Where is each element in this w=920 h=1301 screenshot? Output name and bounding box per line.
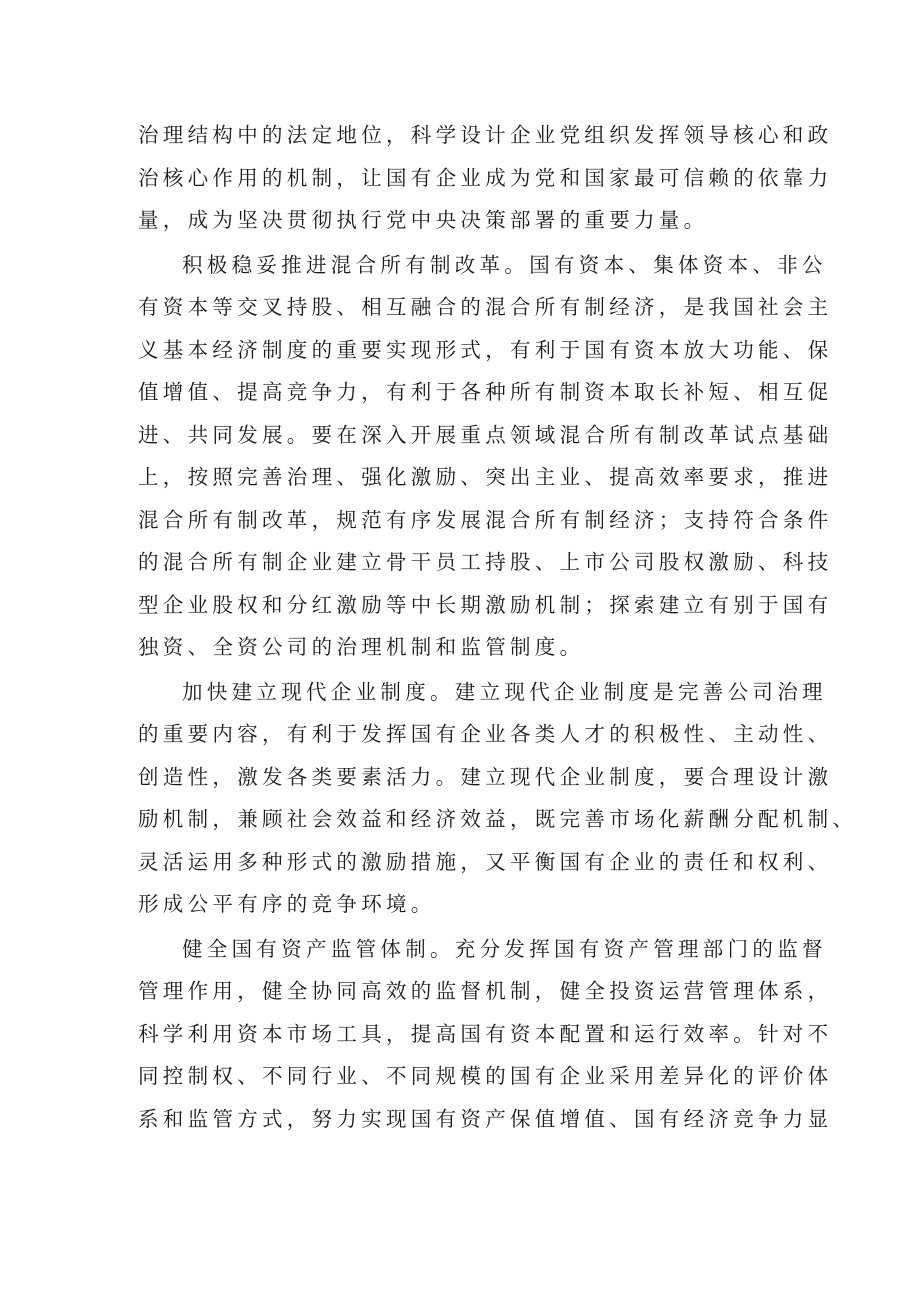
paragraph-line: 义基本经济制度的重要实现形式，有利于国有资本放大功能、保 xyxy=(138,337,833,362)
paragraph-line: 励机制，兼顾社会效益和经济效益，既完善市场化薪酬分配机制、 xyxy=(138,807,858,831)
paragraph-line: 治理结构中的法定地位，科学设计企业党组织发挥领导核心和政 xyxy=(138,123,833,147)
paragraph-line: 的重要内容，有利于发挥国有企业各类人才的积极性、主动性、 xyxy=(138,722,833,746)
paragraph-line: 治核心作用的机制，让国有企业成为党和国家最可信赖的依靠力 xyxy=(138,165,833,190)
paragraph-line: 量，成为坚决贯彻执行党中央决策部署的重要力量。 xyxy=(138,208,709,232)
paragraph-line: 值增值、提高竞争力，有利于各种所有制资本取长补短、相互促 xyxy=(138,380,833,404)
paragraph-line: 系和监管方式，努力实现国有资产保值增值、国有经济竞争力显 xyxy=(138,1106,833,1131)
paragraph-line: 灵活运用多种形式的激励措施，又平衡国有企业的责任和权利、 xyxy=(138,849,833,874)
paragraph-line: 上，按照完善治理、强化激励、突出主业、提高效率要求，推进 xyxy=(138,465,833,489)
paragraph-line: 创造性，激发各类要素活力。建立现代企业制度，要合理设计激 xyxy=(138,764,833,789)
paragraph-line: 有资本等交叉持股、相互融合的混合所有制经济，是我国社会主 xyxy=(138,295,833,319)
paragraph-line: 独资、全资公司的治理机制和监管制度。 xyxy=(138,635,585,659)
paragraph-2 xyxy=(138,244,833,669)
paragraph-line: 科学利用资本市场工具，提高国有资本配置和运行效率。针对不 xyxy=(138,1021,833,1046)
paragraph-line: 同控制权、不同行业、不同规模的国有企业采用差异化的评价体 xyxy=(138,1064,833,1088)
paragraph-line: 混合所有制改革，规范有序发展混合所有制经济；支持符合条件 xyxy=(138,507,833,532)
paragraph-4 xyxy=(138,928,833,1141)
paragraph-line: 进、共同发展。要在深入开展重点领域混合所有制改革试点基础 xyxy=(138,422,833,447)
paragraph-line: 形成公平有序的竞争环境。 xyxy=(138,892,436,916)
paragraph-line: 加快建立现代企业制度。建立现代企业制度是完善公司治理 xyxy=(182,679,827,704)
paragraph-line: 的混合所有制企业建立骨干员工持股、上市公司股权激励、科技 xyxy=(138,550,833,574)
paragraph-3 xyxy=(138,671,858,926)
document-body xyxy=(138,114,858,1140)
paragraph-line: 管理作用，健全协同高效的监督机制，健全投资运营管理体系， xyxy=(138,979,833,1003)
paragraph-1 xyxy=(138,114,833,242)
paragraph-line: 型企业股权和分红激励等中长期激励机制；探索建立有别于国有 xyxy=(138,592,833,617)
paragraph-line: 健全国有资产监管体制。充分发挥国有资产管理部门的监督 xyxy=(182,936,827,961)
paragraph-line: 积极稳妥推进混合所有制改革。国有资本、集体资本、非公 xyxy=(182,252,827,277)
